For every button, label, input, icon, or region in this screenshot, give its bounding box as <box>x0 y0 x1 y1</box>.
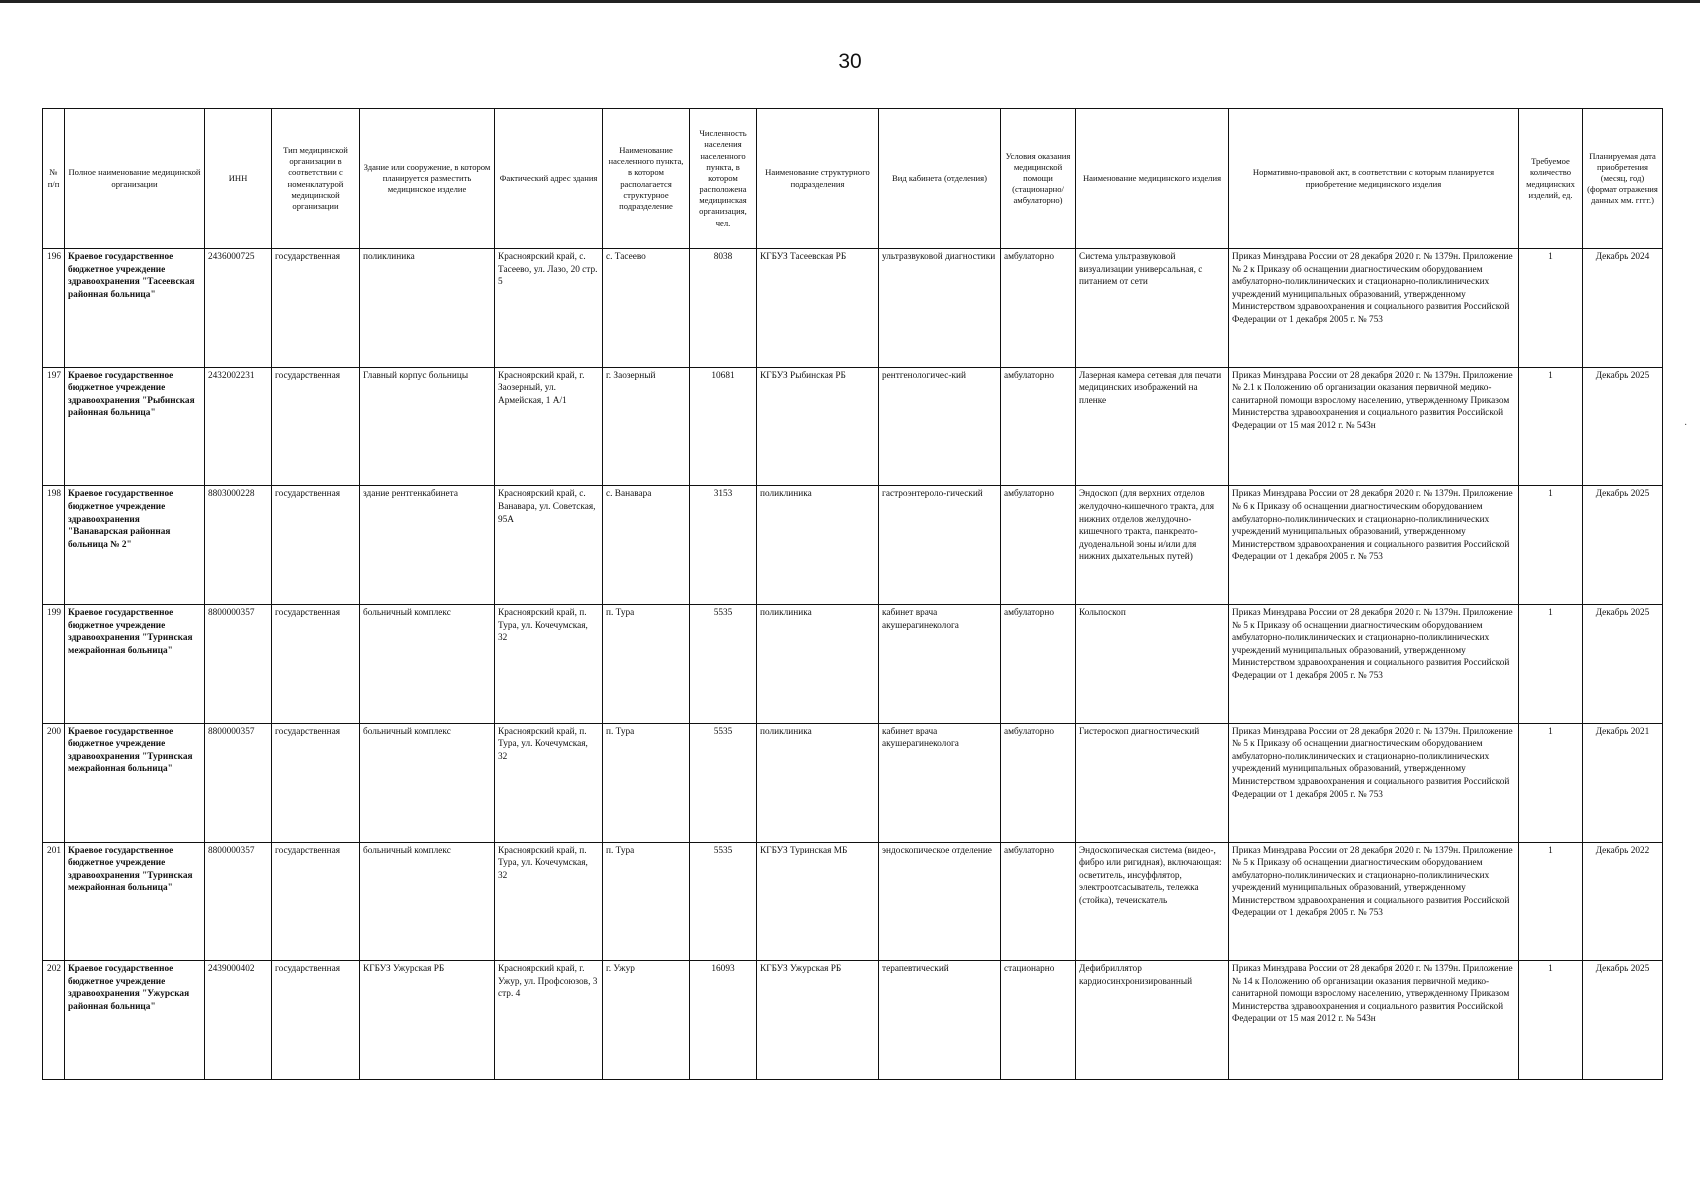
cell-inn: 8803000228 <box>205 486 272 605</box>
cell-act: Приказ Минздрава России от 28 декабря 2020 г. № 1379н. Приложение № 14 к Положению об организации оказания первичной медико-санитарной помощи взрослому населению, утвержденному Приказом Министерства здравоохранения и социального развития Российской Федерации от 15 мая 2012 г. № 543н <box>1229 961 1519 1080</box>
cell-building: КГБУЗ Ужурская РБ <box>360 961 495 1080</box>
table-row <box>43 486 1663 605</box>
header-population: Численность населения населенного пункта, в котором расположена медицинская организация, чел. <box>690 109 757 249</box>
cell-unit: КГБУЗ Ужурская РБ <box>757 961 879 1080</box>
cell-type: государственная <box>272 723 360 842</box>
header-row <box>43 109 1663 249</box>
cell-population: 5535 <box>690 605 757 724</box>
scan-dot: · <box>1684 420 1688 431</box>
page-number: 30 <box>838 50 862 73</box>
header-act: Нормативно-правовой акт, в соответствии с которым планируется приобретение медицинского изделия <box>1229 109 1519 249</box>
table-row <box>43 367 1663 486</box>
cell-conditions: амбулаторно <box>1001 723 1076 842</box>
cell-act: Приказ Минздрава России от 28 декабря 2020 г. № 1379н. Приложение № 2 к Приказу об оснащении диагностическим оборудованием амбулаторно-поликлинических и стационарно-поликлинических учреждений муниципальных образований, утвержденному Министерством здравоохранения и социального развития Российской Федерации от 1 декабря 2005 г. № 753 <box>1229 249 1519 368</box>
cell-address: Красноярский край, г. Заозерный, ул. Армейская, 1 А/1 <box>495 367 603 486</box>
cell-inn: 2439000402 <box>205 961 272 1080</box>
cell-type: государственная <box>272 961 360 1080</box>
cell-building: больничный комплекс <box>360 842 495 961</box>
cell-locality: с. Тасеево <box>603 249 690 368</box>
cell-address: Красноярский край, п. Тура, ул. Кочечумская, 32 <box>495 605 603 724</box>
cell-building: поликлиника <box>360 249 495 368</box>
cell-device: Дефибриллятор кардиосинхронизированный <box>1076 961 1229 1080</box>
header-type: Тип медицинской организации в соответствии с номенклатурой медицинской организации <box>272 109 360 249</box>
cell-population: 5535 <box>690 842 757 961</box>
cell-org: Краевое государственное бюджетное учреждение здравоохранения "Туринская межрайонная больница" <box>65 723 205 842</box>
cell-inn: 2432002231 <box>205 367 272 486</box>
cell-unit: КГБУЗ Рыбинская РБ <box>757 367 879 486</box>
cell-org: Краевое государственное бюджетное учреждение здравоохранения "Тасеевская районная больница" <box>65 249 205 368</box>
header-building: Здание или сооружение, в котором планируется разместить медицинское изделие <box>360 109 495 249</box>
cell-org: Краевое государственное бюджетное учреждение здравоохранения "Ужурская районная больница" <box>65 961 205 1080</box>
cell-building: больничный комплекс <box>360 605 495 724</box>
cell-date: Декабрь 2025 <box>1583 486 1663 605</box>
header-conditions: Условия оказания медицинской помощи (стационарно/ амбулаторно) <box>1001 109 1076 249</box>
cell-qty: 1 <box>1519 486 1583 605</box>
cell-act: Приказ Минздрава России от 28 декабря 2020 г. № 1379н. Приложение № 5 к Приказу об оснащении диагностическим оборудованием амбулаторно-поликлинических и стационарно-поликлинических учреждений муниципальных образований, утвержденному Министерством здравоохранения и социального развития Российской Федерации от 1 декабря 2005 г. № 753 <box>1229 723 1519 842</box>
table-row <box>43 605 1663 724</box>
cell-num: 196 <box>43 249 65 368</box>
cell-cabinet: рентгенологичес-кий <box>879 367 1001 486</box>
cell-cabinet: терапевтический <box>879 961 1001 1080</box>
cell-device: Эндоскоп (для верхних отделов желудочно-кишечного тракта, для нижних отделов желудочно-кишечного тракта, панкреато-дуоденальной зоны и/или для нижних дыхательных путей) <box>1076 486 1229 605</box>
cell-num: 202 <box>43 961 65 1080</box>
cell-org: Краевое государственное бюджетное учреждение здравоохранения "Рыбинская районная больница" <box>65 367 205 486</box>
cell-device: Система ультразвуковой визуализации универсальная, с питанием от сети <box>1076 249 1229 368</box>
cell-num: 199 <box>43 605 65 724</box>
cell-device: Эндоскопическая система (видео-, фибро или ригидная), включающая: осветитель, инсуффлятор, электроотсасыватель, тележка (стойка), течеискатель <box>1076 842 1229 961</box>
table-row <box>43 842 1663 961</box>
cell-act: Приказ Минздрава России от 28 декабря 2020 г. № 1379н. Приложение № 5 к Приказу об оснащении диагностическим оборудованием амбулаторно-поликлинических и стационарно-поликлинических учреждений муниципальных образований, утвержденному Министерством здравоохранения и социального развития Российской Федерации от 1 декабря 2005 г. № 753 <box>1229 605 1519 724</box>
cell-qty: 1 <box>1519 605 1583 724</box>
cell-conditions: амбулаторно <box>1001 249 1076 368</box>
header-qty: Требуемое количество медицинских изделий, ед. <box>1519 109 1583 249</box>
cell-type: государственная <box>272 367 360 486</box>
cell-conditions: амбулаторно <box>1001 605 1076 724</box>
cell-locality: п. Тура <box>603 723 690 842</box>
cell-type: государственная <box>272 842 360 961</box>
cell-device: Кольпоскоп <box>1076 605 1229 724</box>
cell-act: Приказ Минздрава России от 28 декабря 2020 г. № 1379н. Приложение № 2.1 к Положению об организации оказания первичной медико-санитарной помощи взрослому населению, утвержденному Приказом Министерства здравоохранения и социального развития Российской Федерации от 15 мая 2012 г. № 543н <box>1229 367 1519 486</box>
cell-conditions: стационарно <box>1001 961 1076 1080</box>
cell-address: Красноярский край, с. Тасеево, ул. Лазо, 20 стр. 5 <box>495 249 603 368</box>
header-inn: ИНН <box>205 109 272 249</box>
cell-type: государственная <box>272 605 360 724</box>
cell-address: Красноярский край, г. Ужур, ул. Профсоюзов, 3 стр. 4 <box>495 961 603 1080</box>
cell-org: Краевое государственное бюджетное учреждение здравоохранения "Туринская межрайонная больница" <box>65 605 205 724</box>
cell-building: здание рентгенкабинета <box>360 486 495 605</box>
table-row <box>43 249 1663 368</box>
cell-date: Декабрь 2021 <box>1583 723 1663 842</box>
cell-locality: г. Ужур <box>603 961 690 1080</box>
header-cabinet: Вид кабинета (отделения) <box>879 109 1001 249</box>
cell-building: больничный комплекс <box>360 723 495 842</box>
header-locality: Наименование населенного пункта, в котором располагается структурное подразделение <box>603 109 690 249</box>
cell-unit: КГБУЗ Туринская МБ <box>757 842 879 961</box>
cell-device: Лазерная камера сетевая для печати медицинских изображений на пленке <box>1076 367 1229 486</box>
cell-date: Декабрь 2025 <box>1583 367 1663 486</box>
cell-num: 197 <box>43 367 65 486</box>
cell-org: Краевое государственное бюджетное учреждение здравоохранения "Ванаварская районная больница № 2" <box>65 486 205 605</box>
cell-cabinet: ультразвуковой диагностики <box>879 249 1001 368</box>
cell-locality: г. Заозерный <box>603 367 690 486</box>
cell-population: 8038 <box>690 249 757 368</box>
cell-device: Гистероскоп диагностический <box>1076 723 1229 842</box>
top-rule <box>0 0 1700 3</box>
cell-org: Краевое государственное бюджетное учреждение здравоохранения "Туринская межрайонная больница" <box>65 842 205 961</box>
cell-conditions: амбулаторно <box>1001 486 1076 605</box>
cell-locality: п. Тура <box>603 842 690 961</box>
cell-unit: поликлиника <box>757 723 879 842</box>
cell-num: 200 <box>43 723 65 842</box>
cell-date: Декабрь 2025 <box>1583 961 1663 1080</box>
header-device: Наименование медицинского изделия <box>1076 109 1229 249</box>
cell-inn: 2436000725 <box>205 249 272 368</box>
header-num: № п/п <box>43 109 65 249</box>
cell-qty: 1 <box>1519 249 1583 368</box>
cell-inn: 8800000357 <box>205 723 272 842</box>
cell-num: 198 <box>43 486 65 605</box>
cell-conditions: амбулаторно <box>1001 842 1076 961</box>
cell-qty: 1 <box>1519 367 1583 486</box>
cell-qty: 1 <box>1519 723 1583 842</box>
cell-cabinet: кабинет врача акушерагинеколога <box>879 605 1001 724</box>
header-unit: Наименование структурного подразделения <box>757 109 879 249</box>
cell-cabinet: эндоскопическое отделение <box>879 842 1001 961</box>
cell-inn: 8800000357 <box>205 605 272 724</box>
cell-date: Декабрь 2022 <box>1583 842 1663 961</box>
cell-type: государственная <box>272 486 360 605</box>
cell-inn: 8800000357 <box>205 842 272 961</box>
cell-population: 5535 <box>690 723 757 842</box>
table-row <box>43 961 1663 1080</box>
cell-population: 10681 <box>690 367 757 486</box>
table-row <box>43 723 1663 842</box>
cell-unit: поликлиника <box>757 605 879 724</box>
cell-cabinet: гастроэнтероло-гический <box>879 486 1001 605</box>
cell-address: Красноярский край, п. Тура, ул. Кочечумская, 32 <box>495 723 603 842</box>
header-address: Фактический адрес здания <box>495 109 603 249</box>
header-date: Планируемая дата приобретения (месяц, год) (формат отражения данных мм. гггг.) <box>1583 109 1663 249</box>
cell-conditions: амбулаторно <box>1001 367 1076 486</box>
cell-population: 3153 <box>690 486 757 605</box>
cell-qty: 1 <box>1519 961 1583 1080</box>
cell-unit: поликлиника <box>757 486 879 605</box>
cell-date: Декабрь 2025 <box>1583 605 1663 724</box>
cell-num: 201 <box>43 842 65 961</box>
cell-date: Декабрь 2024 <box>1583 249 1663 368</box>
cell-address: Красноярский край, п. Тура, ул. Кочечумская, 32 <box>495 842 603 961</box>
cell-type: государственная <box>272 249 360 368</box>
cell-locality: п. Тура <box>603 605 690 724</box>
cell-act: Приказ Минздрава России от 28 декабря 2020 г. № 1379н. Приложение № 6 к Приказу об оснащении диагностическим оборудованием амбулаторно-поликлинических и стационарно-поликлинических учреждений муниципальных образований, утвержденному Министерством здравоохранения и социального развития Российской Федерации от 1 декабря 2005 г. № 753 <box>1229 486 1519 605</box>
cell-act: Приказ Минздрава России от 28 декабря 2020 г. № 1379н. Приложение № 5 к Приказу об оснащении диагностическим оборудованием амбулаторно-поликлинических и стационарно-поликлинических учреждений муниципальных образований, утвержденному Министерством здравоохранения и социального развития Российской Федерации от 1 декабря 2005 г. № 753 <box>1229 842 1519 961</box>
cell-address: Красноярский край, с. Ванавара, ул. Советская, 95А <box>495 486 603 605</box>
cell-building: Главный корпус больницы <box>360 367 495 486</box>
cell-cabinet: кабинет врача акушерагинеколога <box>879 723 1001 842</box>
cell-unit: КГБУЗ Тасеевская РБ <box>757 249 879 368</box>
cell-population: 16093 <box>690 961 757 1080</box>
equipment-table <box>42 108 1663 1080</box>
header-org: Полное наименование медицинской организации <box>65 109 205 249</box>
cell-qty: 1 <box>1519 842 1583 961</box>
cell-locality: с. Ванавара <box>603 486 690 605</box>
